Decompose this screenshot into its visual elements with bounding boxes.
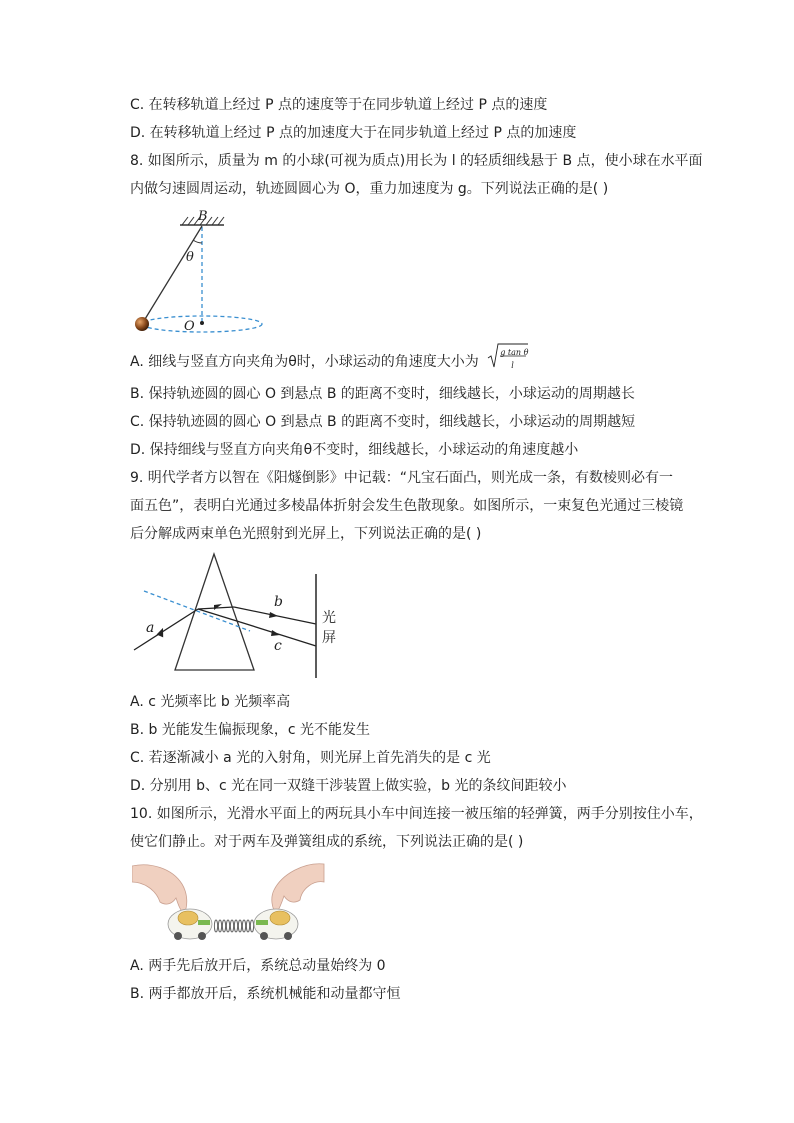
q10-left-car	[168, 909, 212, 940]
q9-label-b: b	[274, 594, 283, 610]
q9-prism-dispersion-figure	[130, 552, 355, 682]
q9-option-a: A. c 光频率比 b 光频率高	[130, 694, 291, 710]
q9-stem-line1: 9. 明代学者方以智在《阳燧倒影》中记载：“凡宝石面凸，则光成一条，有数棱则必有一	[130, 470, 674, 486]
q8-formula-numerator: g tan θ	[500, 348, 529, 357]
q10-stem-line2: 使它们静止。对于两车及弹簧组成的系统，下列说法正确的是( )	[130, 834, 524, 850]
q8-conical-pendulum-figure	[128, 205, 278, 340]
q10-left-hand	[132, 865, 187, 914]
q10-right-hand	[272, 864, 324, 914]
q9-screen-label-2: 屏	[322, 630, 336, 646]
q8-option-a	[130, 348, 529, 376]
q10-option-b: B. 两手都放开后，系统机械能和动量都守恒	[130, 986, 401, 1002]
q9-screen-label-1: 光	[322, 610, 336, 626]
q8-option-a-formula	[487, 348, 529, 376]
q9-option-b: B. b 光能发生偏振现象，c 光不能发生	[130, 722, 370, 738]
q8-ball	[135, 317, 149, 331]
q9-stem-line3: 后分解成两束单色光照射到光屏上，下列说法正确的是( )	[130, 526, 482, 542]
q8-label-b: B	[198, 209, 208, 224]
q7-option-c: C. 在转移轨道上经过 P 点的速度等于在同步轨道上经过 P 点的速度	[130, 97, 548, 113]
q9-label-a: a	[146, 620, 155, 636]
q8-label-o: O	[184, 319, 195, 334]
q10-option-a: A. 两手先后放开后，系统总动量始终为 0	[130, 958, 386, 974]
q8-formula-denominator: l	[511, 361, 514, 370]
q8-stem-line2: 内做匀速圆周运动，轨迹圆圆心为 O，重力加速度为 g。下列说法正确的是( )	[130, 181, 609, 197]
q10-spring	[214, 920, 253, 932]
q10-toy-cars-spring-figure	[132, 860, 327, 945]
q8-option-c: C. 保持轨迹圆的圆心 O 到悬点 B 的距离不变时，细线越长，小球运动的周期越短	[130, 414, 636, 430]
q9-label-c: c	[274, 638, 282, 654]
q7-option-d: D. 在转移轨道上经过 P 点的加速度大于在同步轨道上经过 P 点的加速度	[130, 125, 577, 141]
q8-option-b: B. 保持轨迹圆的圆心 O 到悬点 B 的距离不变时，细线越长，小球运动的周期越长	[130, 386, 635, 402]
q9-stem-line2: 面五色”，表明白光通过多棱晶体折射会发生色散现象。如图所示，一束复色光通过三棱镜	[130, 498, 684, 514]
q8-option-d: D. 保持细线与竖直方向夹角θ不变时，细线越长，小球运动的角速度越小	[130, 442, 579, 458]
q10-stem-line1: 10. 如图所示，光滑水平面上的两玩具小车中间连接一被压缩的轻弹簧，两手分别按住小车，	[130, 806, 703, 822]
q8-label-theta: θ	[186, 250, 194, 265]
q8-stem-line1: 8. 如图所示，质量为 m 的小球(可视为质点)用长为 l 的轻质细线悬于 B 点，使小球在水平面	[130, 153, 703, 169]
q9-option-c: C. 若逐渐减小 a 光的入射角，则光屏上首先消失的是 c 光	[130, 750, 491, 766]
q8-option-a-text: A. 细线与竖直方向夹角为θ时，小球运动的角速度大小为	[130, 354, 479, 370]
q10-right-car	[254, 909, 298, 940]
q9-option-d: D. 分别用 b、c 光在同一双缝干涉装置上做实验，b 光的条纹间距较小	[130, 778, 567, 794]
